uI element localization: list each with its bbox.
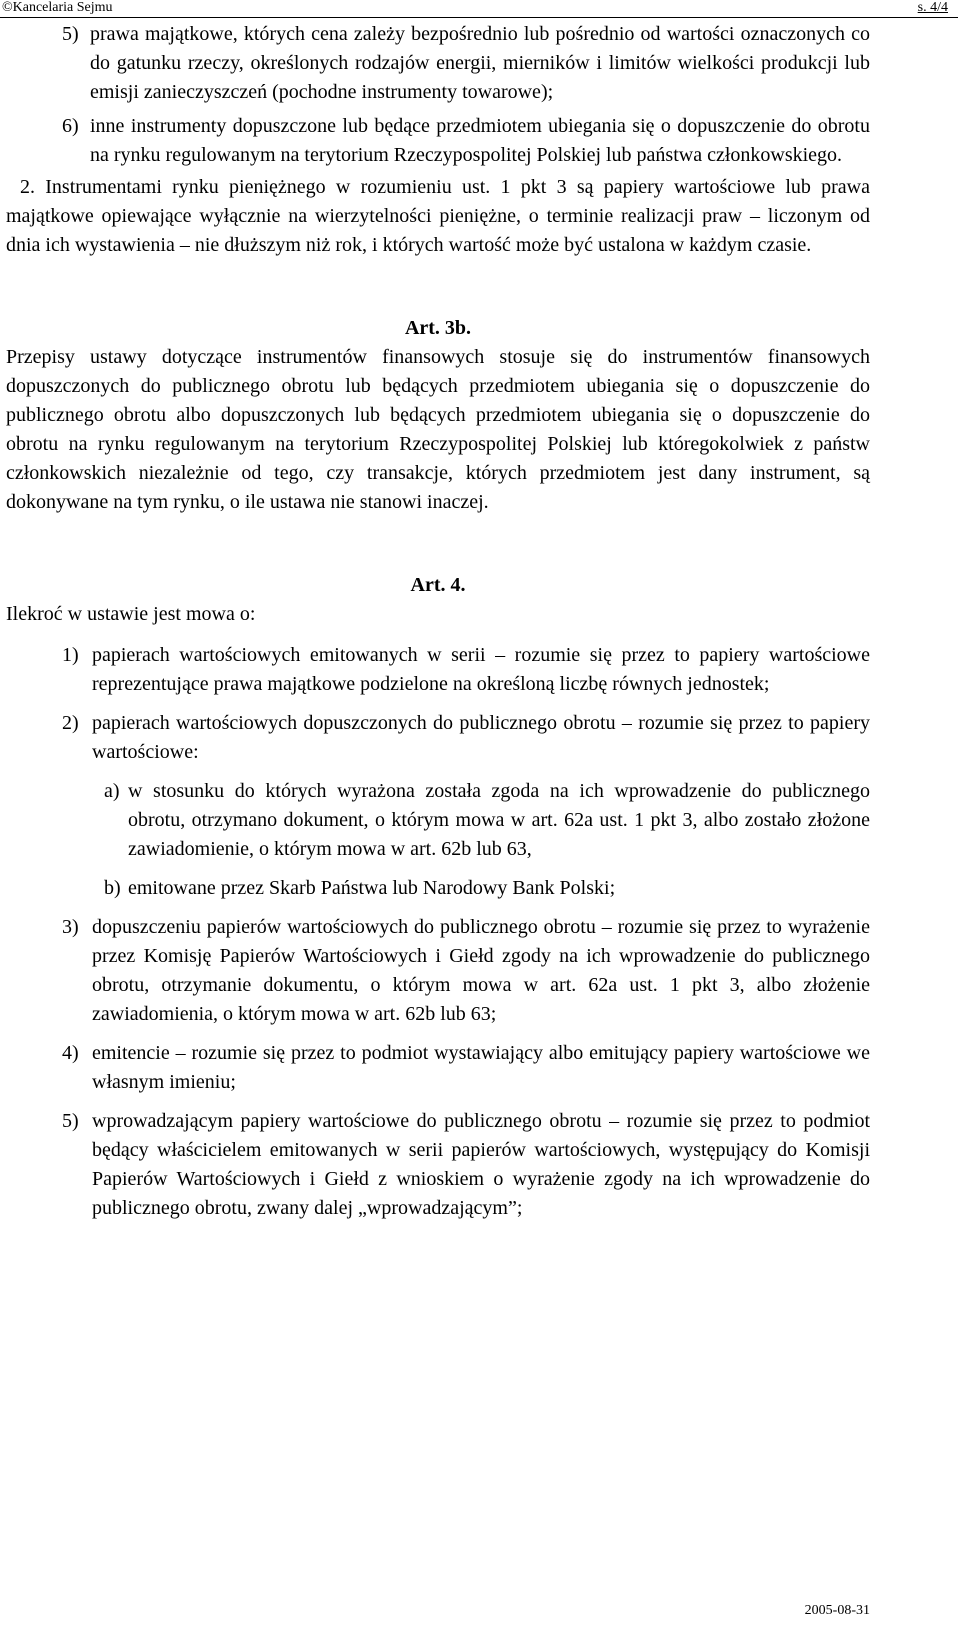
list-item-text: papierach wartościowych emitowanych w serii – rozumie się przez to papiery wartościowe reprezentujące prawa majątkowe podzielone na określoną liczbę równych jednostek; bbox=[92, 644, 870, 695]
sub-list-item-text: emitowane przez Skarb Państwa lub Narodowy Bank Polski; bbox=[128, 877, 616, 899]
list-item-number: 4) bbox=[62, 1042, 79, 1064]
footer-date: 2005-08-31 bbox=[804, 1603, 870, 1618]
list-item-text: wprowadzającym papiery wartościowe do publicznego obrotu – rozumie się przez to podmiot będący właścicielem emitowanych w serii papierów wartościowych, występujący do Komisji Papierów Wartościowych i Giełd z wnioskiem o wyrażenie zgody na ich wprowadzenie do publicznego obrotu, zwany dalej „wprowadzającym”; bbox=[92, 1110, 870, 1219]
list-item-text: inne instrumenty dopuszczone lub będące przedmiotem ubiegania się o dopuszczenie do obrotu na rynku regulowanym na terytorium Rzeczypospolitej Polskiej lub państwa członkowskiego. bbox=[90, 115, 870, 166]
sub-list-item bbox=[104, 777, 870, 864]
sub-list-item bbox=[104, 874, 870, 903]
list-item-text: emitencie – rozumie się przez to podmiot wystawiający albo emitujący papiery wartościowe we własnym imieniu; bbox=[92, 1042, 870, 1093]
article-heading-3b: Art. 3b. bbox=[404, 317, 472, 339]
list-item bbox=[62, 709, 870, 767]
list-item bbox=[62, 913, 870, 1029]
list-item bbox=[62, 20, 870, 107]
page-header bbox=[0, 0, 958, 18]
list-item bbox=[62, 641, 870, 699]
sub-list-item-letter: a) bbox=[104, 780, 120, 802]
list-item-text: papierach wartościowych dopuszczonych do publicznego obrotu – rozumie się przez to papiery wartościowe: bbox=[92, 712, 870, 763]
article-heading-4: Art. 4. bbox=[410, 574, 466, 596]
article-4-intro: Ilekroć w ustawie jest mowa o: bbox=[6, 603, 256, 625]
document-body bbox=[6, 20, 870, 1233]
list-item bbox=[62, 1107, 870, 1223]
list-item-number: 3) bbox=[62, 916, 79, 938]
list-item-text: prawa majątkowe, których cena zależy bezpośrednio lub pośrednio od wartości oznaczonych co do gatunku rzeczy, określonych rodzajów energii, mierników i limitów wielkości produkcji lub emisji zanieczyszczeń (pochodne instrumenty towarowe); bbox=[90, 23, 870, 103]
list-item-number: 5) bbox=[62, 23, 79, 45]
list-item-number: 6) bbox=[62, 115, 79, 137]
sub-list-item-letter: b) bbox=[104, 877, 121, 899]
page-number: s. 4/4 bbox=[917, 0, 948, 15]
paragraph-2: 2. Instrumentami rynku pieniężnego w rozumieniu ust. 1 pkt 3 są papiery wartościowe lub prawa majątkowe opiewające wyłącznie na wierzytelności pieniężne, o terminie realizacji praw – liczonym od dnia ich wystawienia – nie dłuższym niż rok, i których wartość może być ustalona w każdym czasie. bbox=[6, 176, 870, 256]
sub-list-item-text: w stosunku do których wyrażona została zgoda na ich wprowadzenie do publicznego obrotu, otrzymano dokument, o którym mowa w art. 62a ust. 1 pkt 3, albo zostało złożone zawiadomienie, o którym mowa w art. 62b lub 63, bbox=[128, 780, 870, 860]
list-item-number: 2) bbox=[62, 712, 79, 734]
header-copyright: ©Kancelaria Sejmu bbox=[2, 0, 113, 15]
list-item bbox=[62, 112, 870, 170]
list-item bbox=[62, 1039, 870, 1097]
list-item-number: 1) bbox=[62, 644, 79, 666]
list-item-number: 5) bbox=[62, 1110, 79, 1132]
article-3b-text: Przepisy ustawy dotyczące instrumentów finansowych stosuje się do instrumentów finansowych dopuszczonych do publicznego obrotu lub będących przedmiotem ubiegania się o dopuszczenie do publicznego obrotu albo dopuszczonych lub będących przedmiotem ubiegania się o dopuszczenie do obrotu na rynku regulowanym na terytorium Rzeczypospolitej Polskiej lub któregokolwiek z państw członkowskich niezależnie od tego, czy transakcje, których przedmiotem jest dany instrument, są dokonywane na tym rynku, o ile ustawa nie stanowi inaczej. bbox=[6, 346, 870, 513]
list-item-text: dopuszczeniu papierów wartościowych do publicznego obrotu – rozumie się przez to wyrażenie przez Komisję Papierów Wartościowych i Giełd zgody na ich wprowadzenie do publicznego obrotu, otrzymanie dokumentu, o którym mowa w art. 62a ust. 1 pkt 3, albo złożenie zawiadomienia, o którym mowa w art. 62b lub 63; bbox=[92, 916, 870, 1025]
